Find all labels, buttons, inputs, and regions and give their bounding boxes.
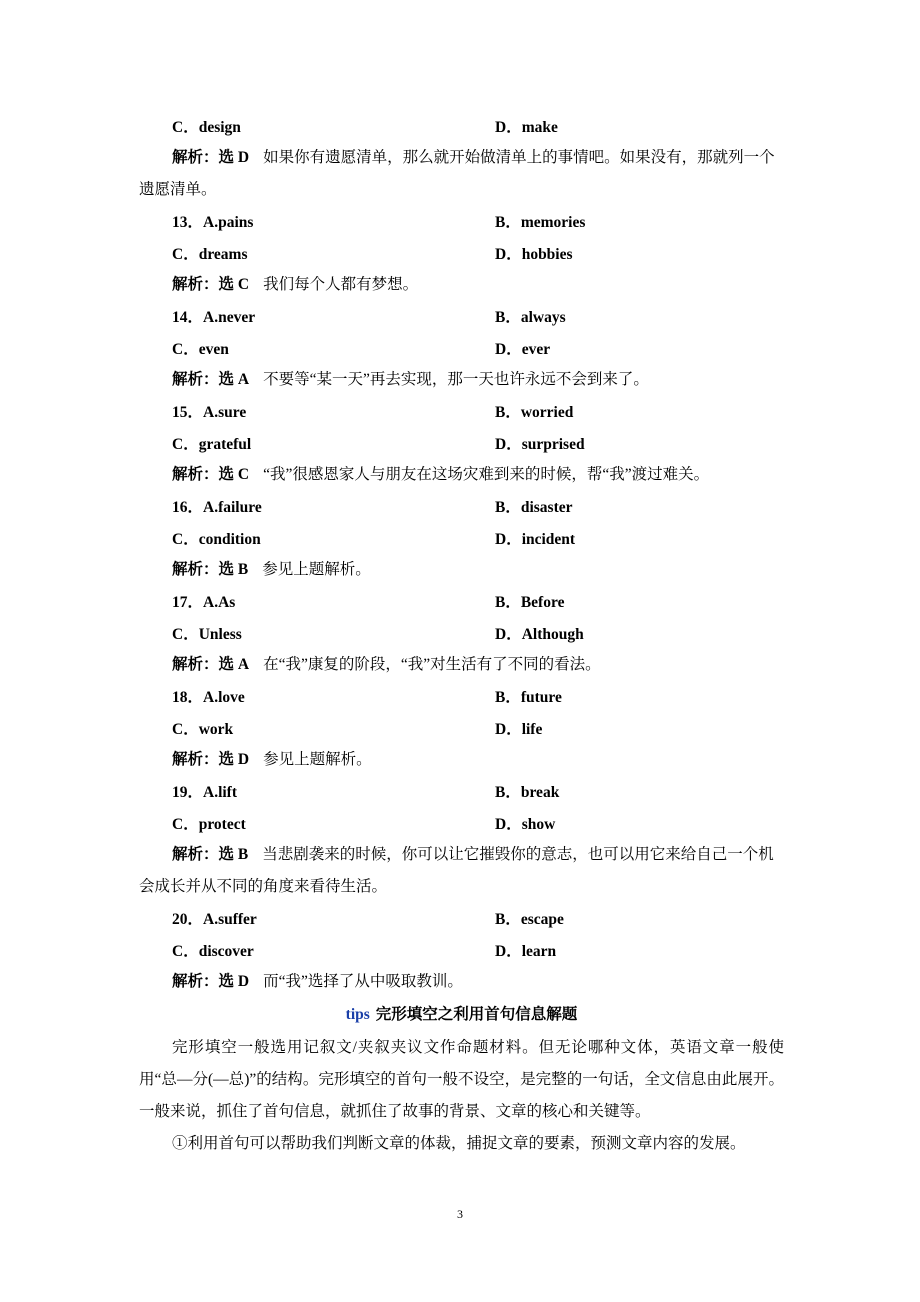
option-a: 18．A.love xyxy=(172,689,245,707)
analysis: 解析：选 B 当悲剧袭来的时候，你可以让它摧毁你的意志，也可以用它来给自己一个机会成长并从不同的角度来看待生活。 xyxy=(139,845,774,895)
question-block xyxy=(139,776,784,903)
document-body xyxy=(139,110,784,1160)
option-b: B．future xyxy=(495,689,562,707)
tips-paragraph-1: 完形填空一般选用记叙文/夹叙夹议文作命题材料。但无论哪种文体，英语文章一般使用“总—分(—总)”的结构。完形填空的首句一般不设空，是完整的一句话，全文信息由此展开。一般来说，抓住了首句信息，就抓住了故事的背景、文章的核心和关键等。 xyxy=(139,1038,784,1120)
analysis: 解析：选 D 而“我”选择了从中吸取教训。 xyxy=(172,972,463,990)
option-d: D．incident xyxy=(495,530,576,548)
option-b: B．Before xyxy=(495,594,565,612)
option-c: C．grateful xyxy=(172,435,252,453)
question-block xyxy=(139,491,784,586)
option-c: C．Unless xyxy=(172,625,242,643)
option-a: 17．A.As xyxy=(172,594,236,612)
question-block xyxy=(139,681,784,776)
option-d: D．surprised xyxy=(495,435,585,453)
option-c: C．dreams xyxy=(172,245,248,263)
tips-heading xyxy=(139,998,784,1032)
page-number: 3 xyxy=(457,1207,463,1221)
analysis: 解析：选 D 如果你有遗愿清单，那么就开始做清单上的事情吧。如果没有，那就列一个遗愿清单。 xyxy=(139,148,775,198)
option-a: 14．A.never xyxy=(172,309,256,327)
analysis: 解析：选 A 不要等“某一天”再去实现，那一天也许永远不会到来了。 xyxy=(172,370,649,388)
option-b: B．break xyxy=(495,784,560,802)
analysis: 解析：选 A 在“我”康复的阶段，“我”对生活有了不同的看法。 xyxy=(172,655,601,673)
option-a: 19．A.lift xyxy=(172,784,238,802)
option-d: D．show xyxy=(495,815,556,833)
option-d: D．make xyxy=(495,118,558,136)
option-b: B．always xyxy=(495,309,566,327)
option-b: B．disaster xyxy=(495,499,573,517)
option-d: D．life xyxy=(495,720,543,738)
option-c: C．even xyxy=(172,340,229,358)
analysis: 解析：选 C 我们每个人都有梦想。 xyxy=(172,275,419,293)
option-c: C．discover xyxy=(172,942,254,960)
question-block xyxy=(139,301,784,396)
option-a: 13．A.pains xyxy=(172,214,254,232)
analysis: 解析：选 D 参见上题解析。 xyxy=(172,750,372,768)
question-block xyxy=(139,586,784,681)
question-12-tail xyxy=(139,110,784,206)
question-block xyxy=(139,396,784,491)
tips-paragraph-2: ①利用首句可以帮助我们判断文章的体裁，捕捉文章的要素，预测文章内容的发展。 xyxy=(172,1134,746,1152)
option-d: D．ever xyxy=(495,340,551,358)
option-b: B．memories xyxy=(495,214,586,232)
option-c: C．work xyxy=(172,720,234,738)
tips-title: 完形填空之利用首句信息解题 xyxy=(375,1005,578,1023)
question-block xyxy=(139,903,784,998)
analysis: 解析：选 C “我”很感恩家人与朋友在这场灾难到来的时候，帮“我”渡过难关。 xyxy=(172,465,710,483)
option-c: C．design xyxy=(172,118,241,136)
option-a: 15．A.sure xyxy=(172,404,247,422)
option-b: B．escape xyxy=(495,911,564,929)
option-b: B．worried xyxy=(495,404,574,422)
analysis: 解析：选 B 参见上题解析。 xyxy=(172,560,371,578)
option-a: 20．A.suffer xyxy=(172,911,257,929)
option-d: D．Although xyxy=(495,625,584,643)
option-c: C．condition xyxy=(172,530,261,548)
option-a: 16．A.failure xyxy=(172,499,262,517)
question-block xyxy=(139,206,784,301)
option-c: C．protect xyxy=(172,815,246,833)
tips-label: tips xyxy=(345,1005,370,1023)
option-d: D．hobbies xyxy=(495,245,573,263)
option-d: D．learn xyxy=(495,942,557,960)
